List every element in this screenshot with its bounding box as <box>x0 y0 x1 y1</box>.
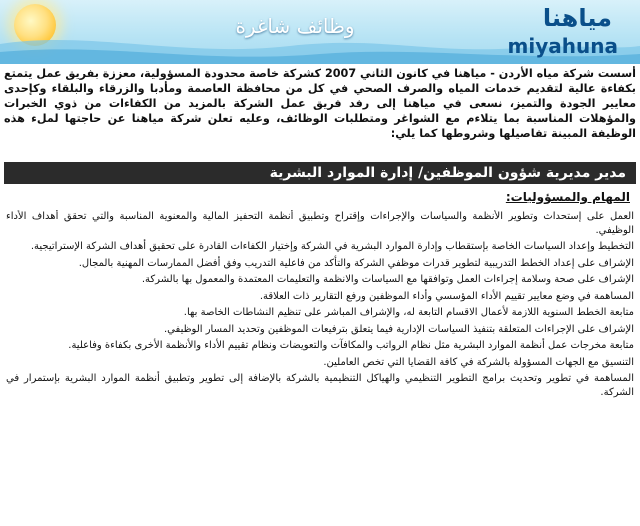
list-item: • متابعة مخرجات عمل أنظمة الموارد البشرية مثل نظام الرواتب والمكافآت والتعويضات ونظام تقييم الأداء والأنظمة الأخرى بكفاءة وفاعلية. <box>6 339 634 353</box>
list-item: • العمل على إستحداث وتطوير الأنظمة والسياسات والإجراءات وإقتراح وتطبيق أنظمة التحفيز المالية والمعنوية المناسبة والتي تحقق أهداف الأداء الوظيفي. <box>6 210 634 237</box>
list-item: • المساهمة في تطوير وتحديث برامج التطوير التنظيمي والهياكل التنظيمية بالشركة بالإضافة إلى تطوير وتطبيق أنظمة الموارد البشرية بإستمرار في الشركة. <box>6 372 634 399</box>
list-item: • المساهمة في وضع معايير تقييم الأداء المؤسسي وأداء الموظفين ورفع التقارير ذات العلاقة. <box>6 290 634 304</box>
header-banner <box>0 0 640 64</box>
intro-paragraph: أسست شركة مياه الأردن - مياهنا في كانون الثاني 2007 كشركة خاصة محدودة المسؤولية، معززة بفريق عمل يتمتع بكفاءة عالية لتقديم خدمات المياه والصرف الصحي في كل من محافظة العاصمة ومأدبا والزرقاء والبلقاء وكإحدى معايير الجودة والتميز، نسعى في مياهنا إلى رفد فريق عمل الشركة بالمزيد من الكفاءات من ذوي الخبرات والمؤهلات المناسبة بما يتلاءم مع الشواغر ومتطلبات الوظائف، وعليه تعلن شركة مياهنا عن حاجتها لملء هذه الوظيفة المبينة تفاصيلها وشروطها كما يلي: <box>4 67 636 140</box>
list-item: • التخطيط وإعداد السياسات الخاصة بإستقطاب وإدارة الموارد البشرية في الشركة وإختيار الكفاءات القادرة على تحقيق أهداف الشركة الإستراتيجية. <box>6 240 634 254</box>
responsibilities-list <box>6 210 640 522</box>
list-item: • التنسيق مع الجهات المسؤولة بالشركة في كافة القضايا التي تخص العاملين. <box>6 356 634 370</box>
logo-arabic: مياهنا <box>542 4 612 32</box>
responsibilities-heading: المهام والمسؤوليات: <box>505 190 630 204</box>
logo-english: miyahuna <box>507 34 618 58</box>
list-item: • الإشراف على إعداد الخطط التدريبية لتطوير قدرات موظفي الشركة والتأكد من فاعلية التدريب وفق أفضل الممارسات المهنية بالمجال. <box>6 257 634 271</box>
job-title-bar: مدير مديرية شؤون الموظفين/ إدارة الموارد البشرية <box>4 162 636 184</box>
vacancies-tagline: وظائف شاغرة <box>235 14 355 38</box>
list-item: • الإشراف على الإجراءات المتعلقة بتنفيذ السياسات الإدارية فيما يتعلق بترفيعات الموظفين وتحديد المسار الوظيفي. <box>6 323 634 337</box>
list-item: • الإشراف على صحة وسلامة إجراءات العمل وتوافقها مع السياسات والانظمة والتعليمات المعتمدة والمعمول بها بالشركة. <box>6 273 634 287</box>
list-item: • متابعة الخطط السنوية اللازمة لأعمال الاقسام التابعة له، والإشراف المباشر على تنظيم النشاطات الخاصة بها. <box>6 306 634 320</box>
